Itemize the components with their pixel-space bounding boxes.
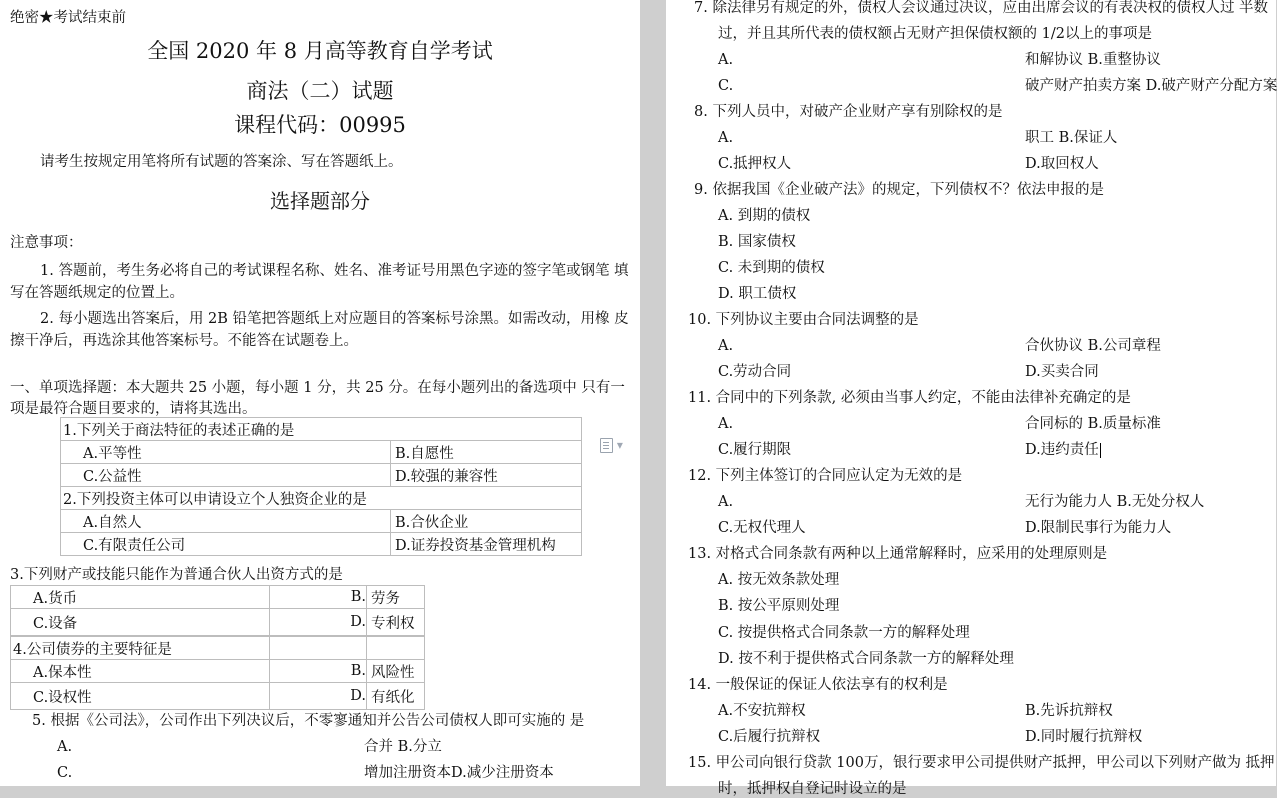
question-2-option-d: D.证券投资基金管理机构	[391, 533, 582, 556]
question-11-option-d[interactable]	[1025, 441, 1101, 459]
question-13-stem: 13. 对格式合同条款有两种以上通常解释时，应采用的处理原则是	[688, 546, 1108, 562]
question-1-option-a: A.平等性	[61, 441, 391, 464]
exam-subject: 商法（二）试题	[246, 79, 394, 103]
question-11-option-c: C.履行期限	[718, 442, 792, 458]
question-4-option-b-letter: B.	[270, 660, 367, 683]
question-14-option-d: D.同时履行抗辩权	[1025, 729, 1143, 745]
question-15-stem-line-1: 15. 甲公司向银行贷款 100万，银行要求甲公司提供财产抵押，甲公司以下列财产做为 抵押	[688, 755, 1275, 771]
notice-title: 注意事项：	[10, 235, 83, 251]
secret-mark: 绝密★考试结束前	[10, 10, 126, 26]
question-4-option-d: 有纸化	[367, 683, 425, 710]
question-10-option-a-b: 合伙协议 B.公司章程	[1025, 338, 1161, 354]
question-7-option-a: A.	[718, 52, 734, 68]
question-2-stem: 2.下列投资主体可以申请设立个人独资企业的是	[61, 487, 582, 510]
instruction: 请考生按规定用笔将所有试题的答案涂、写在答题纸上。	[40, 154, 403, 170]
question-10-stem: 10. 下列协议主要由合同法调整的是	[688, 312, 919, 328]
question-4-stem: 4.公司债券的主要特征是	[11, 637, 270, 660]
question-13-option-c: C. 按提供格式合同条款一方的解释处理	[718, 625, 970, 641]
question-8-stem: 8. 下列人员中，对破产企业财产享有别除权的是	[694, 104, 1003, 120]
question-1-option-c: C.公益性	[61, 464, 391, 487]
question-13-option-d: D. 按不利于提供格式合同条款一方的解释处理	[718, 651, 1014, 667]
exam-title: 全国 2020 年 8 月高等教育自学考试	[147, 39, 493, 63]
question-11-option-d-text: D.违约责任	[1025, 442, 1099, 458]
question-5-option-b: 合并 B.分立	[364, 739, 442, 755]
question-1-option-d: D.较强的兼容性	[391, 464, 582, 487]
question-5-stem: 5. 根据《公司法》，公司作出下列决议后，不零寥通知并公告公司债权人即可实施的 是	[32, 713, 585, 729]
question-10-option-d: D.买卖合同	[1025, 364, 1099, 380]
question-12-option-a-b: 无行为能力人 B.无处分权人	[1025, 494, 1205, 510]
question-8-option-a-b: 职工 B.保证人	[1025, 130, 1118, 146]
question-2-option-c: C.有限责任公司	[61, 533, 391, 556]
question-9-option-c: C. 未到期的债权	[718, 260, 825, 276]
question-14-option-a: A.不安抗辩权	[718, 703, 806, 719]
layout-options-icon[interactable]: ▾	[600, 438, 624, 454]
exam-page-right	[666, 0, 1277, 797]
question-4-table	[10, 636, 425, 710]
question-13-option-b: B. 按公平原则处理	[718, 598, 840, 614]
question-3-option-b-letter: B.	[270, 586, 367, 609]
question-9-option-a: A. 到期的债权	[718, 208, 811, 224]
question-14-stem: 14. 一般保证的保证人依法享有的权利是	[688, 677, 948, 693]
question-14-option-c: C.后履行抗辩权	[718, 729, 821, 745]
question-12-stem: 12. 下列主体签订的合同应认定为无效的是	[688, 468, 963, 484]
question-10-option-c: C.劳动合同	[718, 364, 792, 380]
notice-2: 2. 每小题选出答案后，用 2B 铅笔把答题纸上对应题目的答案标号涂黑。如需改动，用橡 皮擦干净后，再选涂其他答案标号。不能答在试题卷上。	[10, 311, 629, 349]
question-12-option-c: C.无权代理人	[718, 520, 806, 536]
question-3-option-d: 专利权	[367, 609, 425, 636]
question-11-option-a-b: 合同标的 B.质量标准	[1025, 416, 1161, 432]
text-cursor	[1100, 443, 1101, 458]
question-1-option-b: B.自愿性	[391, 441, 582, 464]
document-icon	[600, 438, 613, 453]
question-3-option-d-letter: D.	[270, 609, 367, 636]
part-one-instruction: 一、单项选择题：本大题共 25 小题，每小题 1 分，共 25 分。在每小题列出的备选项中 只有一项是最符合题目要求的，请将其选出。	[10, 380, 625, 417]
question-13-option-a: A. 按无效条款处理	[718, 572, 840, 588]
question-2-option-b: B.合伙企业	[391, 510, 582, 533]
question-11-stem: 11. 合同中的下列条款, 必须由当事人约定，不能由法律补充确定的是	[688, 390, 1131, 406]
question-15-stem-line-2: 时，抵押权自登记时设立的是	[718, 781, 907, 797]
course-code: 课程代码：00995	[234, 113, 406, 137]
question-1-stem: 1.下列关于商法特征的表述正确的是	[61, 418, 582, 441]
question-11-option-a: A.	[718, 416, 734, 432]
question-7-option-c: C.	[718, 78, 734, 94]
question-4-option-d-letter: D.	[270, 683, 367, 710]
question-7-stem-line-1: 7. 除法律另有规定的外，债权人会议通过决议，应由出席会议的有表决权的债权人过 半数	[694, 0, 1269, 16]
section-title: 选择题部分	[270, 189, 370, 213]
question-3-table	[10, 585, 425, 636]
question-14-option-b: B.先诉抗辩权	[1025, 703, 1113, 719]
question-5-option-c: C.	[57, 765, 73, 781]
question-5-option-d: 增加注册资本D.减少注册资本	[364, 765, 554, 781]
question-3-option-b: 劳务	[367, 586, 425, 609]
question-7-stem-line-2: 过，并且其所代表的债权额占无财产担保债权额的 1/2以上的事项是	[718, 26, 1152, 42]
question-8-option-d: D.取回权人	[1025, 156, 1099, 172]
exam-page-left	[0, 0, 640, 786]
question-7-option-a-b: 和解协议 B.重整协议	[1025, 52, 1161, 68]
question-9-option-b: B. 国家债权	[718, 234, 796, 250]
question-3-stem: 3.下列财产或技能只能作为普通合伙人出资方式的是	[10, 567, 343, 583]
question-8-option-c: C.抵押权人	[718, 156, 792, 172]
question-12-option-d: D.限制民事行为能力人	[1025, 520, 1172, 536]
question-4-option-c: C.设权性	[11, 683, 270, 710]
question-12-option-a: A.	[718, 494, 734, 510]
question-9-option-d: D. 职工债权	[718, 286, 797, 302]
question-3-option-a: A.货币	[11, 586, 270, 609]
question-4-option-b: 风险性	[367, 660, 425, 683]
question-10-option-a: A.	[718, 338, 734, 354]
question-5-option-a: A.	[57, 739, 73, 755]
notice-1: 1. 答题前，考生务必将自己的考试课程名称、姓名、准考证号用黑色字迹的签字笔或钢笔 填写在答题纸规定的位置上。	[10, 263, 629, 301]
question-8-option-a: A.	[718, 130, 734, 146]
question-7-option-c-d: 破产财产拍卖方案 D.破产财产分配方案	[1025, 78, 1277, 94]
question-3-option-c: C.设备	[11, 609, 270, 636]
question-9-stem: 9. 依据我国《企业破产法》的规定，下列债权不？依法申报的是	[694, 182, 1104, 198]
question-2-option-a: A.自然人	[61, 510, 391, 533]
question-4-option-a: A.保本性	[11, 660, 270, 683]
question-1-2-table	[60, 417, 582, 556]
